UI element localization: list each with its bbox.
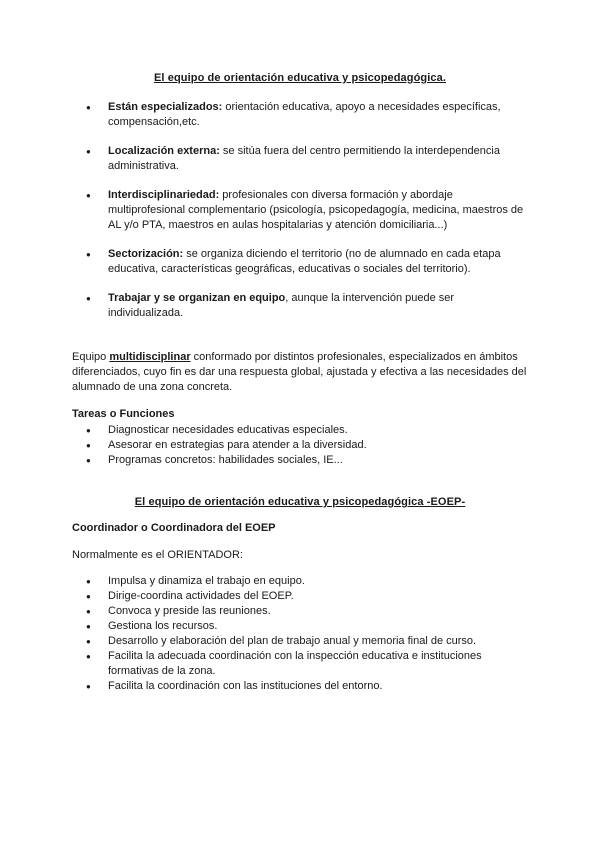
list-item: ● Convoca y preside las reuniones. — [86, 604, 531, 619]
list-item: ● Programas concretos: habilidades sociales, IE... — [86, 453, 531, 468]
coordinator-heading: Coordinador o Coordinadora del EOEP — [72, 522, 276, 534]
list-item: ● Diagnosticar necesidades educativas especiales. — [86, 423, 531, 438]
list-item — [86, 188, 531, 233]
coordinator-intro: Normalmente es el ORIENTADOR: — [72, 549, 243, 561]
paragraph-start: Equipo — [72, 351, 110, 363]
item-label: Están especializados: — [108, 101, 223, 113]
item-text: profesionales con diversa formación y abordaje multiprofesional complementario (psicología, psicopedagogía, medicina, maestros de AL y/o PTA, maestros en aulas hospitalarias y atención domiciliaria...) — [108, 189, 524, 231]
list-item — [86, 100, 531, 130]
section1-title: El equipo de orientación educativa y psicopedagógica. — [154, 72, 446, 84]
characteristics-list — [86, 100, 531, 321]
item-text: , aunque la intervención puede ser individualizada. — [108, 292, 455, 319]
list-item: ● Dirige-coordina actividades del EOEP. — [86, 589, 531, 604]
section2-title: El equipo de orientación educativa y psicopedagógica -EOEP- — [134, 496, 466, 508]
list-item — [86, 291, 531, 321]
paragraph-emphasis: multidisciplinar — [109, 351, 191, 363]
paragraph-end: conformado por distintos profesionales, especializados en ámbitos diferenciados, cuyo fin es dar una respuesta global, ajustada y efectiva a las necesidades del alumnado de una zona concreta. — [72, 351, 527, 393]
item-label: Localización externa: — [108, 145, 220, 157]
list-item: ● Facilita la coordinación con las instituciones del entorno. — [86, 679, 531, 694]
item-label: Interdisciplinariedad: — [108, 189, 220, 201]
item-label: Trabajar y se organizan en equipo — [108, 292, 286, 304]
list-item — [86, 144, 531, 174]
team-paragraph — [72, 350, 532, 395]
item-text: orientación educativa, apoyo a necesidades específicas, compensación,etc. — [108, 101, 501, 128]
list-item: ● Impulsa y dinamiza el trabajo en equipo. — [86, 574, 531, 589]
tasks-list — [86, 423, 531, 468]
list-item: ● Facilita la adecuada coordinación con la inspección educativa e instituciones formativas de la zona. — [86, 649, 531, 679]
list-item: ● Gestiona los recursos. — [86, 619, 531, 634]
list-item — [86, 247, 531, 277]
list-item: ● Desarrollo y elaboración del plan de trabajo anual y memoria final de curso. — [86, 634, 531, 649]
coordinator-duties-list — [86, 574, 531, 694]
list-item: ● Asesorar en estrategias para atender a la diversidad. — [86, 438, 531, 453]
item-text: se organiza diciendo el territorio (no de alumnado en cada etapa educativa, características geográficas, educativas o sociales del territorio). — [108, 248, 501, 275]
item-label: Sectorización: — [108, 248, 184, 260]
item-text: se sitúa fuera del centro permitiendo la interdependencia administrativa. — [108, 145, 500, 172]
tasks-heading: Tareas o Funciones — [72, 408, 175, 420]
